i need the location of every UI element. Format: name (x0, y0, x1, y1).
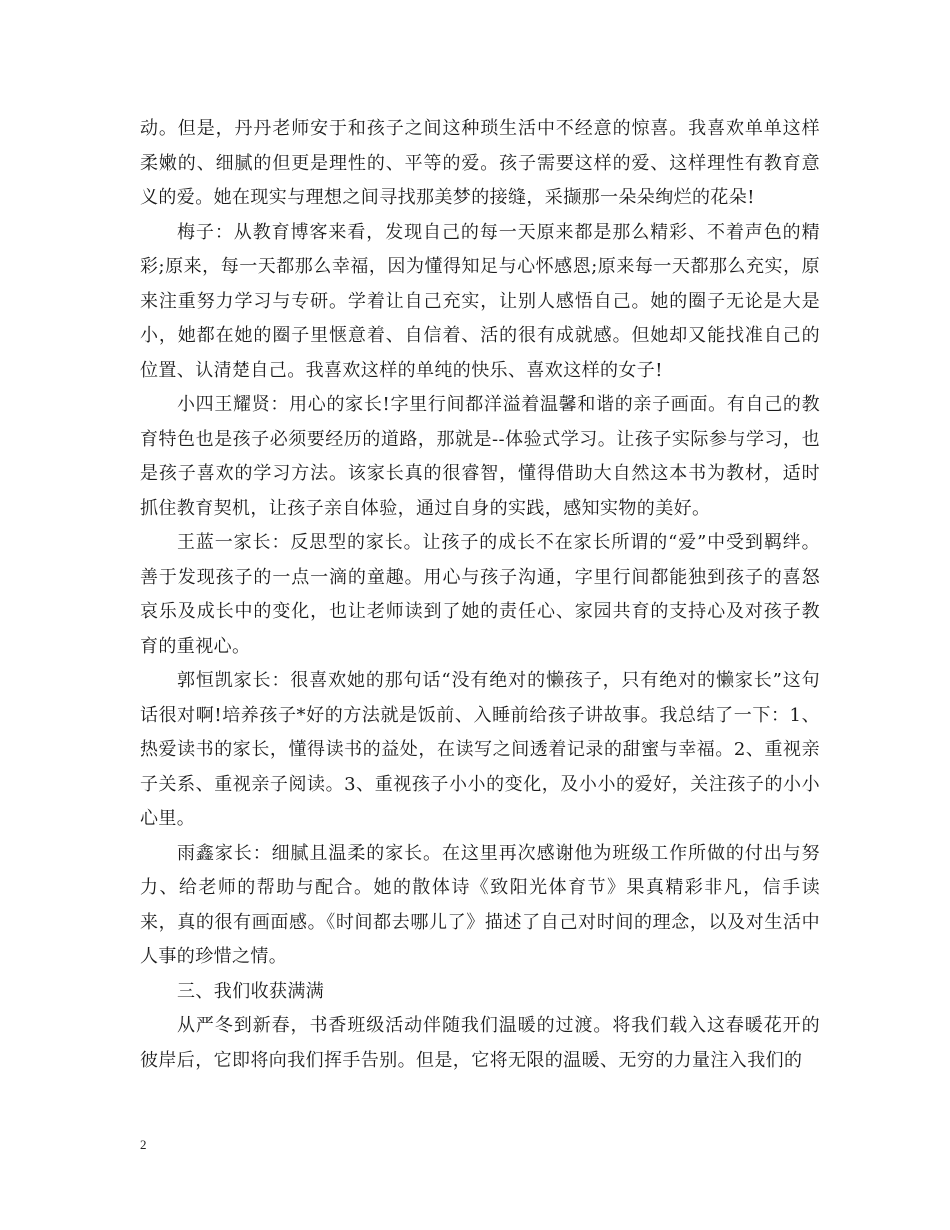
body-text (140, 112, 820, 1078)
section-heading: 三、我们收获满满 (177, 980, 325, 1002)
paragraph-yuxin: 雨鑫家长：细腻且温柔的家长。在这里再次感谢他为班级工作所做的付出与努力、给老师的帮助与配合。她的散体诗《致阳光体育节》果真精彩非凡，信手读来，真的很有画面感。《时间都去哪儿了》描述了自己对时间的理念，以及对生活中人事的珍惜之情。 (140, 842, 820, 967)
paragraph-meizi: 梅子：从教育博客来看，发现自己的每一天原来都是那么精彩、不着声色的精彩;原来，每一天都那么幸福，因为懂得知足与心怀感恩;原来每一天都那么充实，原来注重努力学习与专研。学着让自己充实，让别人感悟自己。她的圈子无论是大是小，她都在她的圈子里惬意着、自信着、活的很有成就感。但她却又能找准自己的位置、认清楚自己。我喜欢这样的单纯的快乐、喜欢这样的女子! (140, 221, 820, 381)
paragraph-harvest: 从严冬到新春，书香班级活动伴随我们温暖的过渡。将我们载入这春暖花开的彼岸后，它即将向我们挥手告别。但是，它将无限的温暖、无穷的力量注入我们的 (140, 1015, 820, 1071)
paragraph-guo-hengkai: 郭恒凯家长：很喜欢她的那句话“没有绝对的懒孩子，只有绝对的懒家长”这句话很对啊!培养孩子*好的方法就是饭前、入睡前给孩子讲故事。我总结了一下：1、热爱读书的家长，懂得读书的益处，在读写之间透着记录的甜蜜与幸福。2、重视亲子关系、重视亲子阅读。3、重视孩子小小的变化，及小小的爱好，关注孩子的小小心里。 (140, 670, 820, 829)
page-number: 2 (140, 1137, 147, 1152)
paragraph-continuation: 动。但是，丹丹老师安于和孩子之间这种琐生活中不经意的惊喜。我喜欢单单这样柔嫩的、细腻的但更是理性的、平等的爱。孩子需要这样的爱、这样理性有教育意义的爱。她在现实与理想之间寻找那美梦的接缝，采撷那一朵朵绚烂的花朵! (140, 118, 820, 208)
paragraph-wang-yaoxian: 小四王耀贤：用心的家长!字里行间都洋溢着温馨和谐的亲子画面。有自己的教育特色也是孩子必须要经历的道路，那就是--体验式学习。让孩子实际参与学习，也是孩子喜欢的学习方法。该家长真的很睿智，懂得借助大自然这本书为教材，适时抓住教育契机，让孩子亲自体验，通过自身的实践，感知实物的美好。 (140, 394, 820, 519)
paragraph-wang-lanyi: 王蓝一家长：反思型的家长。让孩子的成长不在家长所谓的“爱”中受到羁绊。善于发现孩子的一点一滴的童趣。用心与孩子沟通，字里行间都能独到孩子的喜怒哀乐及成长中的变化，也让老师读到了她的责任心、家园共育的支持心及对孩子教育的重视心。 (140, 532, 820, 657)
